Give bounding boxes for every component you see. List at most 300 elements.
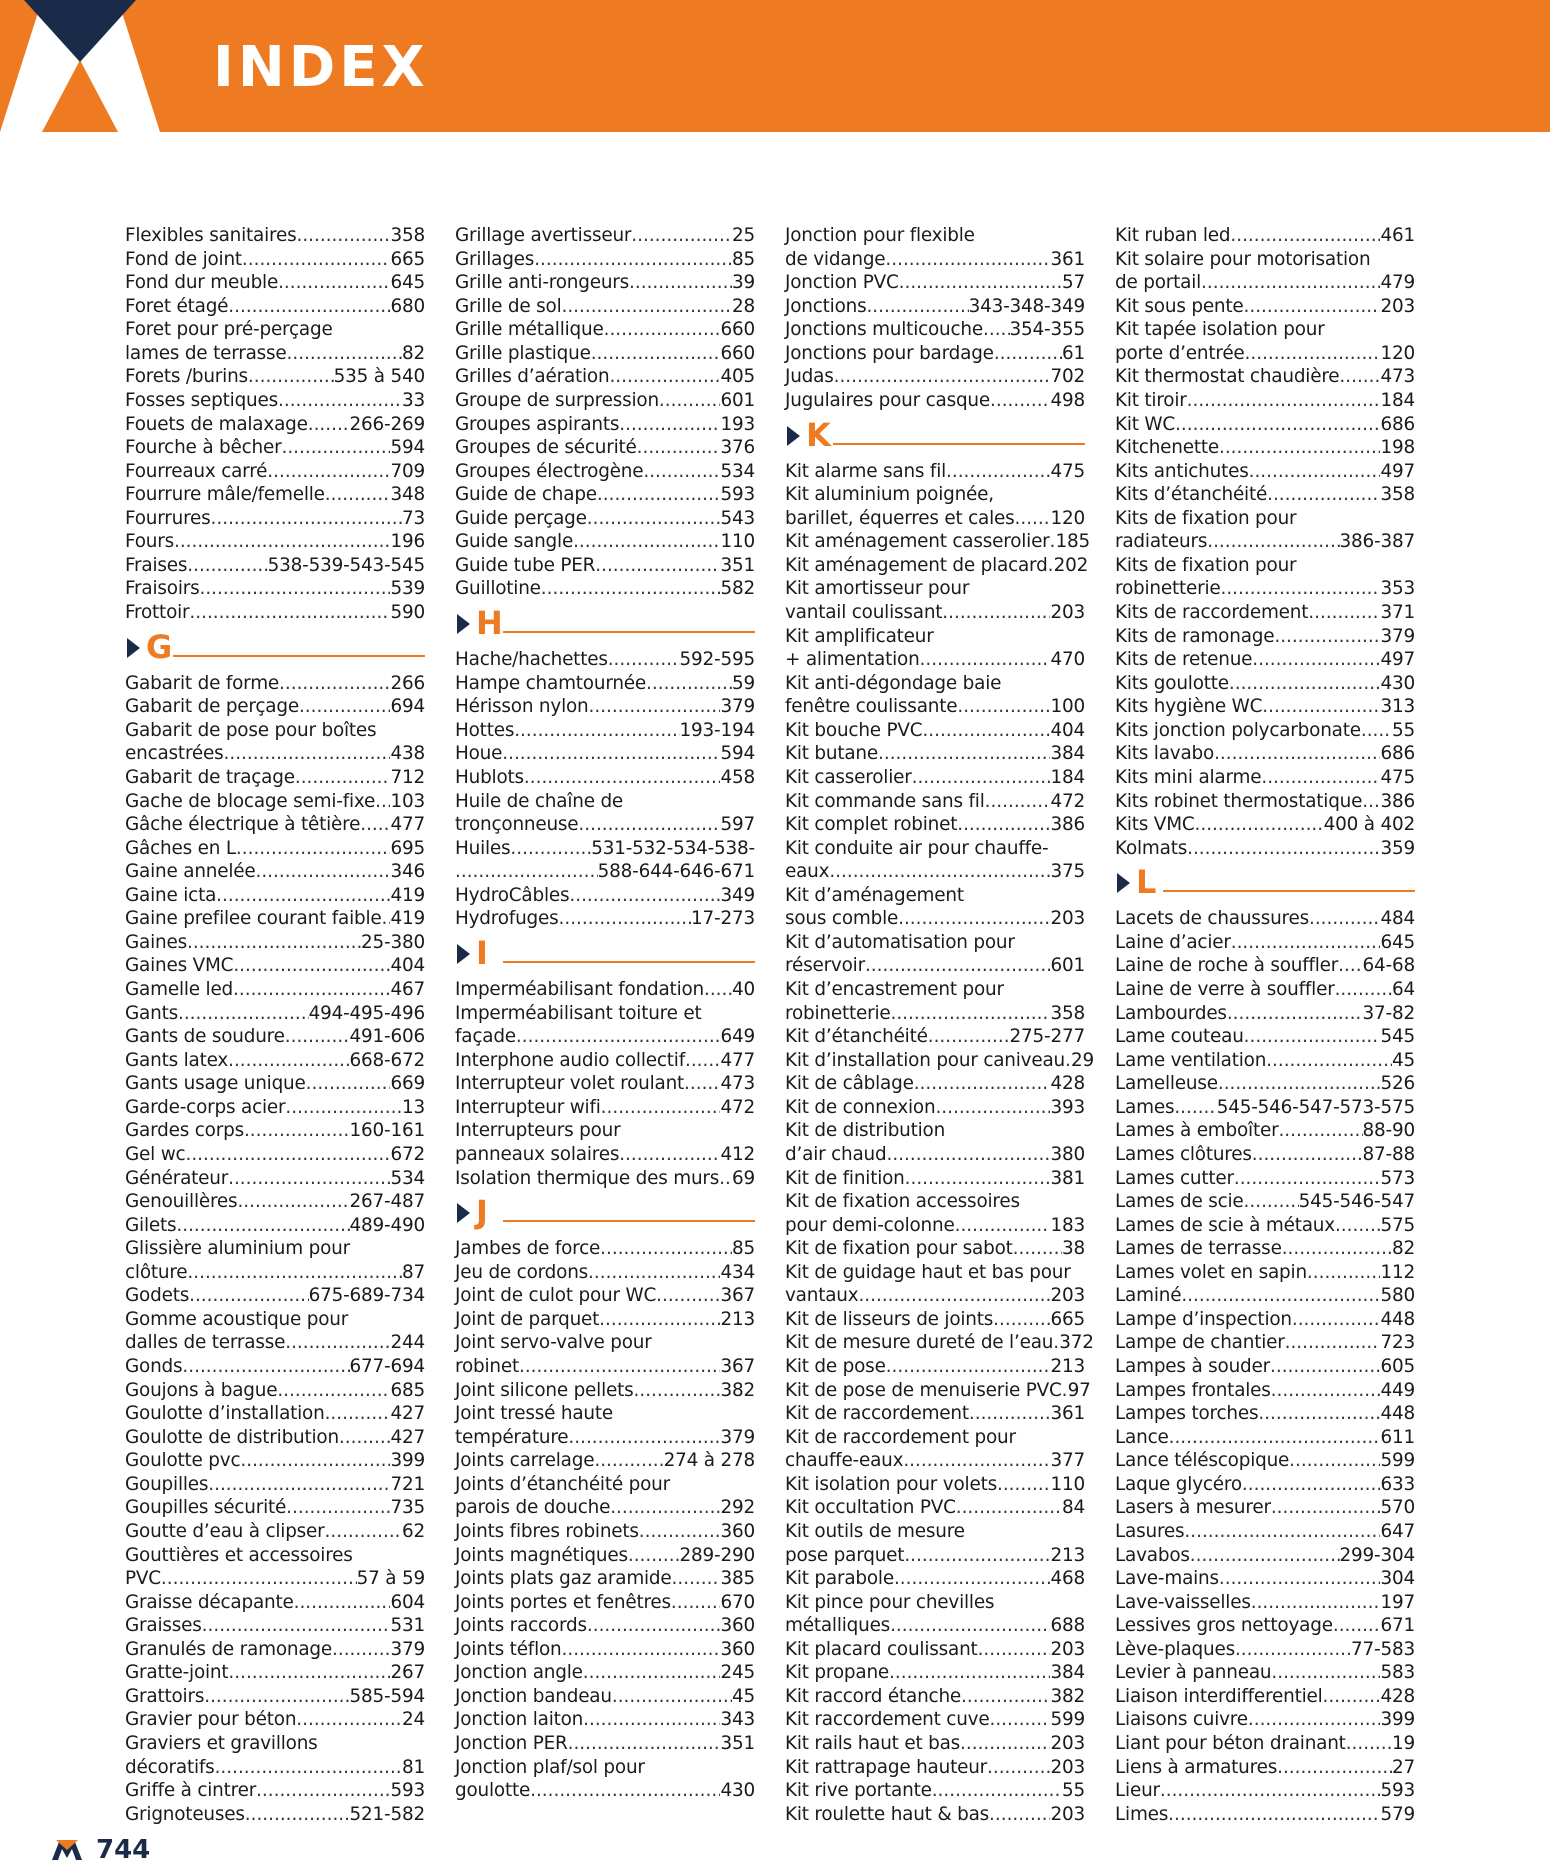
entry-page: 712 [390, 766, 425, 788]
entry-label: Fourreaux carré [125, 460, 268, 482]
entry-label: parois de douche [455, 1497, 611, 1519]
entry-page: 213 [1050, 1544, 1085, 1566]
index-entry [125, 790, 425, 814]
index-entry [125, 577, 425, 601]
entry-label: robinet [455, 1356, 519, 1377]
index-entry [455, 648, 755, 672]
index-entry-continuation [455, 1119, 755, 1143]
entry-page: 184 [1050, 766, 1085, 788]
dot-leader [961, 1685, 1050, 1709]
index-entry [785, 601, 1085, 625]
entry-page: 38 [1061, 1238, 1085, 1260]
dot-leader [278, 389, 402, 413]
dot-leader [1219, 436, 1381, 460]
entry-label: Liens à armatures [1115, 1756, 1278, 1778]
index-entry-continuation [785, 577, 1085, 601]
entry-label: chauffe-eaux [785, 1450, 904, 1472]
entry-label: d’air chaud [785, 1143, 887, 1165]
dot-leader [1335, 1214, 1381, 1238]
entry-label: Gabarit de forme [125, 672, 280, 694]
entry-label: Gardes corps [125, 1120, 244, 1142]
entry-label: Joints carrelage [455, 1450, 595, 1472]
dot-leader [360, 813, 390, 837]
dot-leader [1308, 601, 1380, 625]
dot-leader [216, 884, 390, 908]
index-entry [1115, 1614, 1415, 1638]
entry-label: vantail coulissant [785, 602, 943, 623]
entry-page: 85 [731, 1238, 755, 1260]
entry-page: 570 [1380, 1497, 1415, 1519]
dot-leader [829, 860, 1050, 884]
dot-leader [583, 1661, 721, 1685]
section-letter: I [476, 933, 488, 972]
entry-page: 289-290 [679, 1544, 755, 1566]
entry-label: Joint tressé haute [455, 1403, 614, 1425]
entry-page: 29 [1071, 1049, 1095, 1071]
entry-label: Laque glycéro [1115, 1473, 1242, 1495]
dot-leader [325, 1402, 391, 1426]
index-entry [455, 837, 755, 861]
index-entry [785, 860, 1085, 884]
index-entry [455, 1025, 755, 1049]
entry-page: 543 [720, 507, 755, 529]
entry-label: Graisses [125, 1615, 202, 1637]
entry-page: 84 [1061, 1497, 1085, 1519]
entry-label: décoratifs [125, 1756, 215, 1778]
page-header [0, 0, 1550, 132]
entry-page: 266-269 [349, 413, 425, 435]
dot-leader [704, 978, 732, 1002]
index-entry [1115, 460, 1415, 484]
dot-leader [866, 295, 968, 319]
dot-leader [1362, 790, 1380, 814]
index-entry [125, 271, 425, 295]
dot-leader [609, 365, 720, 389]
entry-label: Kit ruban led [1115, 225, 1231, 246]
entry-page: 45 [731, 1685, 755, 1707]
entry-label: Grilles d’aération [455, 366, 610, 388]
index-entry [785, 554, 1089, 578]
dot-leader [1244, 1190, 1299, 1214]
entry-label: Gabarit de pose pour boîtes [125, 719, 377, 741]
dot-leader [639, 1520, 721, 1544]
dot-leader [375, 790, 390, 814]
entry-page: 468 [1050, 1568, 1085, 1590]
entry-label: Jonction PVC [785, 272, 899, 294]
triangle-arrow-icon [787, 426, 800, 446]
index-entry-continuation [455, 1331, 755, 1355]
entry-page: 477 [390, 814, 425, 836]
entry-label: Laminé [1115, 1285, 1182, 1307]
entry-page: 17-273 [691, 908, 755, 930]
entry-page: 605 [1380, 1356, 1415, 1377]
entry-page: 267 [390, 1662, 425, 1684]
entry-label: Gratte-joint [125, 1662, 229, 1684]
entry-page: 671 [1380, 1615, 1415, 1637]
index-entry [125, 507, 425, 531]
index-entry [125, 1708, 425, 1732]
entry-label: porte d’entrée [1115, 342, 1245, 364]
entry-label: Kit de câblage [785, 1073, 914, 1095]
entry-label: Kit alarme sans fil [785, 460, 947, 482]
index-entry-continuation [785, 1426, 1085, 1450]
entry-page: 64 [1391, 979, 1415, 1000]
index-entry [1115, 931, 1415, 955]
entry-label: Kit commande sans fil [785, 790, 985, 812]
index-entry [1115, 1544, 1415, 1568]
entry-label: Gomme acoustique pour [125, 1308, 349, 1330]
entry-label: Groupes aspirants [455, 413, 620, 435]
entry-label: Gouttières et accessoires [125, 1544, 353, 1566]
entry-label: Lames de scie à métaux [1115, 1214, 1335, 1236]
index-entry [455, 248, 755, 272]
index-entry [785, 695, 1085, 719]
index-entry [125, 1167, 425, 1191]
entry-label: + alimentation [785, 649, 920, 671]
index-entry [455, 1379, 755, 1403]
entry-label: Kit aluminium poignée, [785, 484, 994, 506]
entry-page: 61 [1061, 342, 1085, 364]
index-entry [785, 248, 1085, 272]
entry-label: Goulotte de distribution [125, 1426, 339, 1448]
dot-leader [182, 1355, 349, 1379]
dot-leader [1015, 507, 1051, 531]
entry-page: 274 à 278 [663, 1450, 755, 1472]
entry-page: 213 [1050, 1356, 1085, 1377]
index-entry [1115, 1261, 1415, 1285]
entry-page: 593 [720, 484, 755, 506]
dot-leader [248, 365, 334, 389]
index-entry [1115, 1143, 1415, 1167]
entry-page: 633 [1380, 1473, 1415, 1495]
entry-label: Kit de raccordement [785, 1403, 969, 1425]
entry-page: 473 [1380, 366, 1415, 388]
entry-page: 120 [1050, 507, 1085, 529]
entry-label: Kit amplificateur [785, 625, 934, 647]
dot-leader [278, 271, 390, 295]
entry-label: Jonction PER [455, 1733, 568, 1754]
index-entry [455, 1426, 755, 1450]
entry-page: 184 [1380, 389, 1415, 411]
entry-label: Glissière aluminium pour [125, 1238, 350, 1260]
index-entry [125, 1072, 425, 1096]
index-entry [125, 1449, 425, 1473]
index-entry-continuation [125, 1237, 425, 1261]
entry-label: Judas [785, 366, 834, 388]
index-entry [1115, 1779, 1415, 1803]
entry-page: 675-689-734 [308, 1285, 425, 1307]
dot-leader [1207, 530, 1339, 554]
entry-page: 475 [1380, 766, 1415, 788]
entry-label: Lames volet en sapin [1115, 1261, 1307, 1283]
entry-page: 594 [720, 743, 755, 765]
dot-leader [296, 224, 390, 248]
dot-leader [573, 530, 720, 554]
index-entry [1115, 695, 1415, 719]
dot-leader [1346, 1732, 1392, 1756]
dot-leader [656, 1284, 720, 1308]
entry-page: 686 [1380, 413, 1415, 435]
dot-leader [591, 342, 721, 366]
entry-page: 13 [401, 1096, 425, 1118]
dot-leader [994, 342, 1062, 366]
index-entry [785, 1779, 1085, 1803]
entry-label: Joint de parquet [455, 1308, 600, 1330]
index-entry [785, 1214, 1085, 1238]
entry-label: Gache de blocage semi-fixe [125, 790, 376, 812]
entry-label: Gants de soudure [125, 1026, 285, 1048]
entry-page: 372 [1059, 1332, 1094, 1354]
dot-leader [1195, 813, 1324, 837]
entry-page: 267-487 [349, 1191, 425, 1213]
entry-page: 575 [1380, 1214, 1415, 1236]
entry-label: Fond dur meuble [125, 272, 279, 294]
entry-label: Kit tiroir [1115, 389, 1187, 411]
entry-page: 419 [390, 884, 425, 906]
entry-label: encastrées [125, 743, 224, 765]
entry-label: Fourrures [125, 507, 211, 529]
index-entry [455, 978, 755, 1002]
index-entry [455, 1449, 755, 1473]
page-number: 744 [96, 1835, 151, 1864]
dot-leader [894, 1567, 1051, 1591]
entry-page: 526 [1380, 1073, 1415, 1095]
index-entry [1115, 577, 1415, 601]
dot-leader [189, 601, 390, 625]
entry-label: Lame couteau [1115, 1026, 1244, 1048]
index-entry [455, 413, 755, 437]
dot-leader [286, 1496, 390, 1520]
entry-page: 531 [390, 1615, 425, 1637]
dot-leader [332, 1638, 390, 1662]
dot-leader [178, 1002, 309, 1026]
dot-leader [1271, 1379, 1381, 1403]
index-entry [125, 1638, 425, 1662]
entry-page: 670 [720, 1591, 755, 1613]
index-entry [455, 1661, 755, 1685]
entry-label: Graviers et gravillons [125, 1733, 318, 1754]
dot-leader [187, 931, 361, 955]
dot-leader [240, 1449, 390, 1473]
entry-page: 534 [720, 460, 755, 482]
dot-leader [1220, 577, 1380, 601]
entry-label: Fraises [125, 554, 188, 576]
entry-label: Genouillères [125, 1191, 238, 1213]
entry-page: 371 [1380, 602, 1415, 623]
dot-leader [228, 295, 390, 319]
entry-page: 203 [1050, 1803, 1085, 1825]
section-rule [1163, 890, 1415, 892]
index-entry [125, 601, 425, 625]
entry-label: Fourrure mâle/femelle [125, 484, 325, 506]
entry-label: Lame ventilation [1115, 1049, 1267, 1071]
index-entry [125, 1355, 425, 1379]
entry-page: 399 [390, 1450, 425, 1472]
index-entry [455, 766, 755, 790]
index-entry [1115, 954, 1415, 978]
section-heading [455, 1190, 755, 1237]
entry-label: Kit d’encastrement pour [785, 979, 1004, 1000]
dot-leader [174, 530, 391, 554]
entry-label: Interrupteurs pour [455, 1120, 621, 1142]
entry-label: Gâche électrique à têtière [125, 814, 361, 836]
index-entry [125, 1496, 425, 1520]
dot-leader [325, 1520, 402, 1544]
entry-label: Kits hygiène WC [1115, 696, 1263, 718]
index-entry [1115, 813, 1415, 837]
entry-page: 361 [1050, 248, 1085, 270]
index-entry [1115, 978, 1415, 1002]
entry-page: 428 [1380, 1685, 1415, 1707]
dot-leader [595, 554, 720, 578]
index-entry [785, 271, 1085, 295]
index-entry [785, 1025, 1085, 1049]
entry-label: Interrupteur wifi [455, 1096, 601, 1118]
dot-leader [1252, 648, 1380, 672]
dot-leader [588, 1261, 720, 1285]
index-entry [1115, 1331, 1415, 1355]
entry-page: 39 [731, 272, 755, 294]
index-entry-continuation [785, 672, 1085, 696]
entry-page: 680 [390, 295, 425, 317]
entry-page: 40 [731, 979, 755, 1000]
index-entry [1115, 1567, 1415, 1591]
index-entry [125, 1331, 425, 1355]
index-entry [785, 1756, 1085, 1780]
entry-label: Lampe d’inspection [1115, 1308, 1292, 1330]
entry-page: 376 [720, 437, 755, 459]
entry-page: 665 [390, 248, 425, 270]
index-entry [1115, 436, 1415, 460]
dot-leader [1333, 1614, 1381, 1638]
entry-label: Gaine icta [125, 884, 217, 906]
entry-label: métalliques [785, 1615, 891, 1637]
dot-leader [233, 954, 390, 978]
section-heading [455, 931, 755, 978]
entry-page: 110 [720, 531, 755, 553]
entry-page: 292 [720, 1497, 755, 1519]
dot-leader [612, 1685, 732, 1709]
entry-page: 428 [1050, 1073, 1085, 1095]
index-entry [125, 1284, 425, 1308]
entry-page: 351 [720, 554, 755, 576]
index-entry [1115, 719, 1415, 743]
entry-page: 360 [720, 1520, 755, 1542]
index-entry [125, 1803, 425, 1827]
dot-leader [587, 507, 721, 531]
dot-leader [541, 577, 721, 601]
entry-label: Joint de culot pour WC [455, 1285, 657, 1307]
entry-label: Grille anti-rongeurs [455, 272, 630, 294]
entry-page: 379 [1380, 625, 1415, 647]
dot-leader [244, 1119, 350, 1143]
index-column-1 [125, 224, 425, 1826]
section-heading [1115, 860, 1415, 907]
entry-label: Grattoirs [125, 1685, 205, 1707]
entry-label: Gilets [125, 1214, 177, 1236]
entry-page: 360 [720, 1638, 755, 1660]
dot-leader [904, 1544, 1050, 1568]
entry-label: Kits d’étanchéité [1115, 484, 1268, 506]
index-entry [125, 1379, 425, 1403]
index-entry [1115, 1803, 1415, 1827]
entry-label: Kit raccordement cuve [785, 1709, 990, 1731]
dot-leader [1335, 978, 1392, 1002]
index-entry [455, 1685, 755, 1709]
index-entry [455, 1096, 755, 1120]
triangle-arrow-icon [457, 944, 470, 964]
entry-page: 604 [390, 1591, 425, 1613]
index-entry [455, 1261, 755, 1285]
entry-page: 27 [1391, 1756, 1415, 1778]
entry-page: 313 [1380, 696, 1415, 718]
entry-label: Kit de distribution [785, 1120, 946, 1142]
dot-leader [277, 1379, 390, 1403]
index-entry [455, 813, 755, 837]
entry-page: 427 [390, 1426, 425, 1448]
index-entry [125, 436, 425, 460]
entry-page: 534 [390, 1167, 425, 1189]
entry-label: Kits jonction polycarbonate [1115, 719, 1361, 741]
entry-page: 62 [401, 1520, 425, 1542]
entry-label: Jonction plaf/sol pour [455, 1756, 645, 1778]
entry-label: Joints raccords [455, 1615, 587, 1637]
entry-label: réservoir [785, 955, 865, 977]
dot-leader [912, 766, 1051, 790]
entry-page: 110 [1050, 1473, 1085, 1495]
entry-page: 404 [1050, 719, 1085, 741]
index-entry [785, 342, 1085, 366]
entry-label: Goupilles sécurité [125, 1497, 287, 1519]
entry-label: Grillage avertisseur [455, 225, 632, 246]
dot-leader [1218, 1072, 1381, 1096]
index-entry [455, 1072, 755, 1096]
entry-label: Kits antichutes [1115, 460, 1249, 482]
dot-leader [834, 365, 1051, 389]
entry-page: 590 [390, 602, 425, 623]
index-entry-continuation [125, 1308, 425, 1332]
entry-label: Kit de raccordement pour [785, 1426, 1016, 1448]
index-entry [785, 1355, 1085, 1379]
index-entry [785, 1072, 1085, 1096]
entry-page: 660 [720, 319, 755, 341]
index-entry [455, 907, 755, 931]
entry-page: 382 [1050, 1685, 1085, 1707]
entry-page: 434 [720, 1261, 755, 1283]
entry-label: tronçonneuse [455, 814, 579, 836]
index-entry [1115, 1685, 1415, 1709]
entry-page: 545 [1380, 1026, 1415, 1048]
dot-leader [287, 342, 402, 366]
entry-page: 85 [731, 248, 755, 270]
dot-leader [176, 1214, 349, 1238]
index-entry [125, 1520, 425, 1544]
index-entry [455, 1049, 755, 1073]
dot-leader [914, 1072, 1051, 1096]
dot-leader [514, 719, 679, 743]
dot-leader [1248, 1708, 1381, 1732]
index-entry [125, 1756, 425, 1780]
dot-leader [920, 648, 1051, 672]
dot-leader [534, 248, 732, 272]
index-entry [1115, 1072, 1415, 1096]
entry-page: 582 [720, 578, 755, 600]
entry-label: Kit rails haut et bas [785, 1733, 961, 1754]
index-entry [1115, 648, 1415, 672]
entry-page: 203 [1050, 1638, 1085, 1660]
index-entry [455, 365, 755, 389]
index-entry [455, 1496, 755, 1520]
